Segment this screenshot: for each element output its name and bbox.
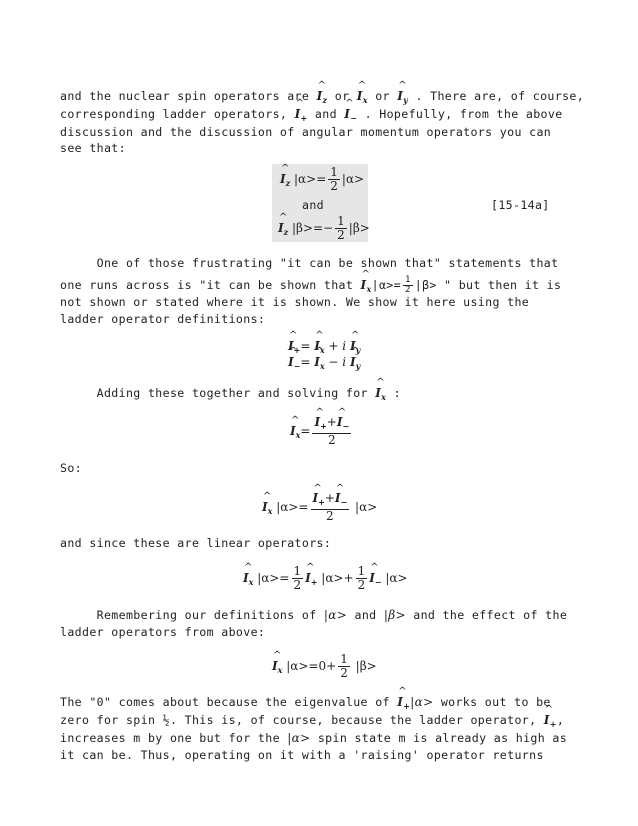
para5-line1: and since these are linear operators: (60, 536, 332, 550)
iz-operator: ^ $I_z$ (278, 221, 288, 235)
text: |α>=0+ (286, 659, 337, 673)
para7-line1 (60, 695, 551, 711)
text: one runs across is "it can be shown that (60, 278, 361, 292)
denominator: 2 (404, 285, 411, 295)
denominator: 2 (337, 228, 345, 242)
text: spin state m is already as high as (310, 731, 568, 745)
fraction (312, 416, 351, 447)
iminus-operator: ^ $I_-$ (369, 571, 381, 585)
para1-line4: see that: (60, 141, 126, 155)
iminus-operator: ^ $I_-$ (288, 355, 300, 369)
text: |α>= (371, 278, 401, 292)
fraction-half (335, 215, 347, 242)
para6-line1 (60, 608, 567, 622)
op-glyph: I (314, 415, 321, 429)
text: Adding these together and solving for (60, 386, 376, 400)
eq-iz-alpha (280, 166, 364, 193)
iminus-operator: ^ $I_-$ (335, 491, 347, 505)
numerator (312, 416, 351, 434)
para7-line3 (60, 731, 567, 745)
text: |α>= (276, 500, 309, 514)
op-glyph: I (290, 424, 296, 438)
op-glyph: I (336, 415, 343, 429)
text: = (300, 339, 315, 353)
iplus-operator: ^ $I_+$ (313, 491, 325, 505)
eq-result (272, 653, 377, 680)
text: + (326, 415, 337, 429)
ix-operator: ^ $I_x$ (243, 571, 253, 585)
text: works out to be (433, 695, 551, 709)
para3-line1 (60, 386, 401, 402)
op-glyph: I (334, 491, 341, 505)
ix-operator: ^ $I_x$ (290, 424, 300, 438)
op-glyph: I (375, 386, 382, 400)
op-glyph: I (316, 89, 323, 103)
text: or (367, 89, 398, 103)
text: |α>+ (321, 571, 354, 585)
eq-label: [15-14a] (491, 198, 550, 212)
eq-ix (290, 416, 353, 447)
iplus-operator: ^ $I_+$ (544, 713, 557, 727)
text: or (327, 89, 357, 103)
iminus-operator: ^ $I_-$ (344, 107, 357, 121)
ix-operator: ^ $I_x$ (375, 386, 386, 400)
text: : (386, 386, 401, 400)
para6-line2: ladder operators from above: (60, 625, 266, 639)
eq-iminus-def (288, 355, 360, 371)
fraction-half (403, 276, 413, 295)
eq-linear (243, 565, 408, 592)
numerator: 1 (357, 564, 366, 578)
para2-line1: One of those frustrating "it can be shown that" statements that (60, 256, 559, 270)
iplus-operator: ^ $I_+$ (295, 107, 308, 121)
fraction-half (292, 565, 304, 592)
fraction-half (328, 166, 340, 193)
text: Remembering our definitions of (60, 608, 324, 622)
fraction-half (356, 565, 368, 592)
text: . There are, of course, (408, 89, 585, 103)
op-glyph: I (397, 695, 404, 709)
text: . Hopefully, from the above (357, 107, 563, 121)
iplus-operator: ^ $I_+$ (397, 695, 410, 709)
ix-operator: ^ $I_x$ (314, 339, 324, 353)
text: zero for spin ½. This is, of course, because the ladder operator, (60, 713, 544, 727)
iplus-operator: ^ $I_+$ (288, 339, 300, 353)
numerator: 1 (404, 275, 411, 285)
fraction-half (338, 653, 350, 680)
para1-line2 (60, 107, 563, 123)
text: increases m by one but for the (60, 731, 288, 745)
iplus-operator: ^ $I_+$ (305, 571, 317, 585)
denominator: 2 (357, 578, 366, 592)
iplus-operator: ^ $I_+$ (314, 415, 326, 429)
op-glyph: I (314, 339, 320, 353)
iy-operator: ^ $I_y$ (350, 355, 360, 369)
iy-operator: ^ $I_y$ (397, 89, 408, 103)
text: + (324, 491, 335, 505)
op-glyph: I (349, 355, 356, 369)
op-glyph: I (288, 355, 294, 369)
para2-line3: not shown or stated where it is shown. We show it here using the (60, 295, 530, 309)
op-glyph: I (305, 571, 311, 585)
para2-line2 (60, 276, 561, 295)
text: |α>= (294, 172, 327, 186)
denominator: 2 (293, 578, 302, 592)
text: |β> (348, 221, 370, 235)
text: = (300, 355, 315, 369)
text: , (556, 713, 565, 727)
text: |α> (355, 500, 378, 514)
op-glyph: I (278, 221, 284, 235)
op-glyph: I (288, 339, 294, 353)
para1-line1 (60, 89, 584, 105)
text: = (300, 424, 311, 438)
text: |β>=− (292, 221, 334, 235)
ix-operator: ^ $I_x$ (314, 355, 324, 369)
denominator: 2 (328, 433, 336, 447)
ix-operator: ^ $I_x$ (262, 500, 272, 514)
text: corresponding ladder operators, (60, 107, 295, 121)
denominator: 2 (340, 666, 348, 680)
ix-operator: ^ $I_x$ (361, 278, 372, 292)
op-glyph: I (397, 89, 404, 103)
eq-iz-beta (278, 215, 370, 242)
fraction (311, 492, 350, 523)
op-glyph: I (262, 500, 268, 514)
text: and the effect of the (405, 608, 568, 622)
denominator: 2 (330, 179, 338, 193)
ket-alpha: |α> (287, 731, 311, 745)
eq-and: and (302, 198, 324, 212)
iz-operator: ^ $I_z$ (280, 172, 290, 186)
para2-line4: ladder operator definitions: (60, 312, 266, 326)
text: |α> (385, 571, 408, 585)
iy-operator: ^ $I_y$ (350, 339, 360, 353)
op-glyph: I (312, 491, 319, 505)
eq-iplus-def (288, 339, 360, 355)
text: |α> (341, 172, 365, 186)
eq-so (262, 492, 377, 523)
op-glyph: I (344, 107, 351, 121)
para7-line2 (60, 713, 564, 729)
text: and (347, 608, 384, 622)
para1-line3: discussion and the discussion of angular momentum operators you can (60, 125, 552, 139)
numerator (311, 492, 350, 510)
ket-beta: |β> (383, 608, 406, 622)
ket-alpha: |α> (323, 608, 348, 622)
numerator: 1 (293, 564, 302, 578)
para4-so: So: (60, 461, 82, 475)
op-glyph: I (243, 571, 249, 585)
text: |α>= (257, 571, 290, 585)
text: The "0" comes about because the eigenvalue of (60, 695, 398, 709)
text: − i (324, 355, 350, 369)
ket-alpha: |α> (410, 695, 434, 709)
ix-operator: ^ $I_x$ (357, 89, 368, 103)
op-glyph: I (369, 571, 375, 585)
text: + i (324, 339, 350, 353)
op-glyph: I (349, 339, 356, 353)
op-glyph: I (360, 278, 367, 292)
numerator: 1 (330, 165, 338, 179)
op-glyph: I (294, 107, 301, 121)
ix-operator: ^ $I_x$ (272, 659, 282, 673)
text: |β> " but then it is (414, 278, 562, 292)
op-glyph: I (272, 659, 278, 673)
iminus-operator: ^ $I_-$ (337, 415, 349, 429)
iz-operator: ^ $I_z$ (317, 89, 328, 103)
op-glyph: I (543, 713, 550, 727)
op-glyph: I (314, 355, 320, 369)
para7-line4: it can be. Thus, operating on it with a 'raising' operator returns (60, 748, 544, 762)
numerator: 1 (340, 652, 348, 666)
op-glyph: I (356, 89, 363, 103)
text: and the nuclear spin operators are (60, 89, 317, 103)
numerator: 1 (337, 214, 345, 228)
text: and (307, 107, 345, 121)
denominator: 2 (326, 509, 334, 523)
op-glyph: I (280, 172, 286, 186)
text: |β> (355, 659, 377, 673)
